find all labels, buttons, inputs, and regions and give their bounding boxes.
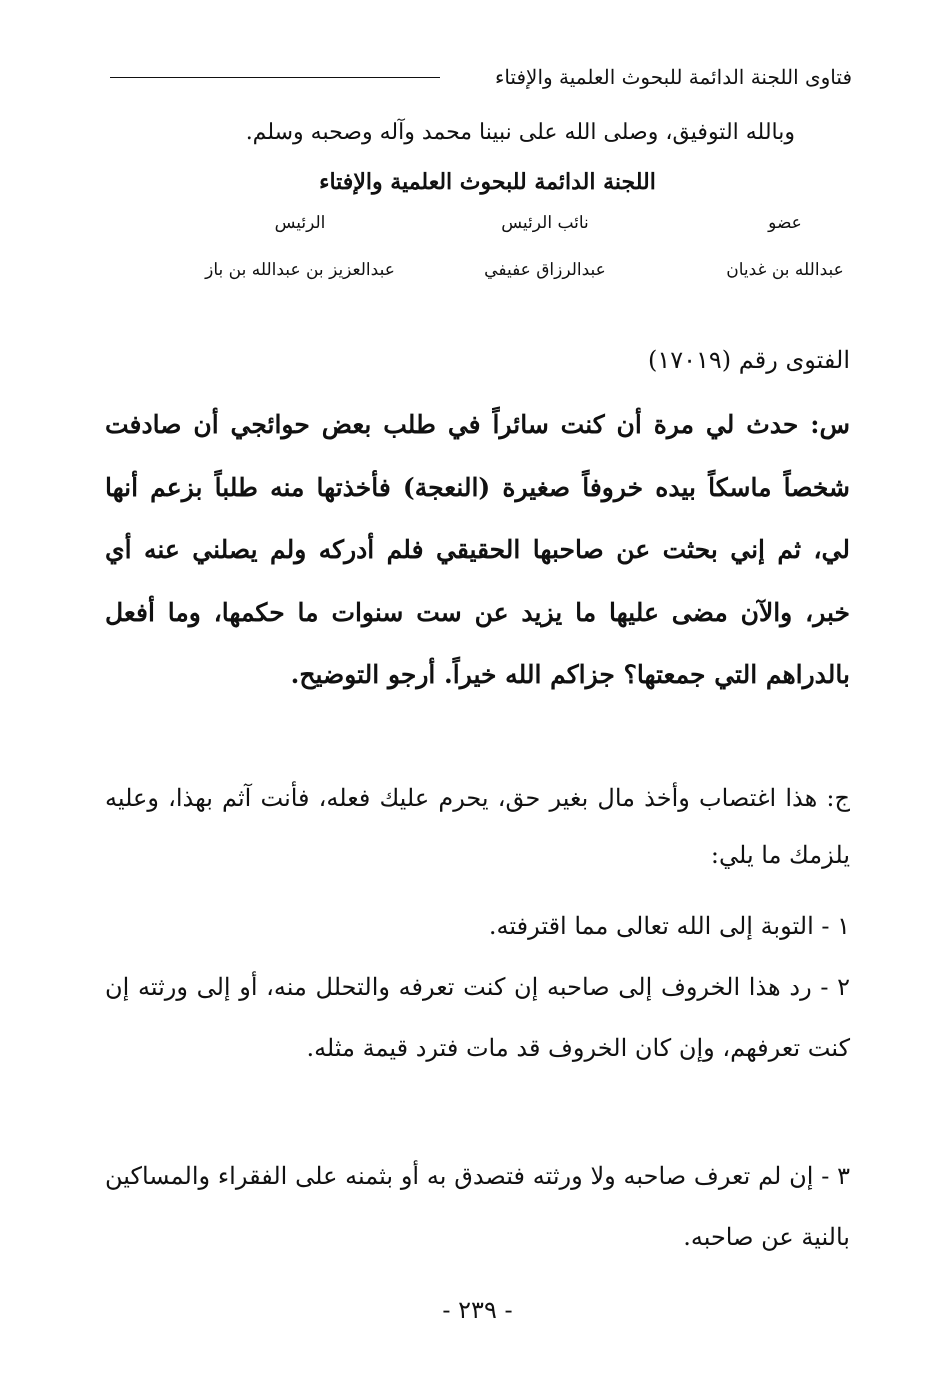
answer-item-2: ٢ - رد هذا الخروف إلى صاحبه إن كنت تعرفه والتحلل منه، أو إلى ورثته إن كنت تعرفهم، وإن كان الخروف قد مات فترد قيمة مثله. xyxy=(105,973,850,1062)
signatory-name-vice-president: عبدالرزاق عفيفي xyxy=(484,260,606,280)
signatory-name-member: عبدالله بن غديان xyxy=(726,260,844,280)
signatory-role-president: الرئيس xyxy=(274,213,326,233)
committee-name: اللجنة الدائمة للبحوث العلمية والإفتاء xyxy=(319,169,656,195)
answer-item-1: ١ - التوبة إلى الله تعالى مما اقترفته. xyxy=(488,912,850,940)
fatwa-number: الفتوى رقم (١٧٠١٩) xyxy=(647,346,850,374)
signatory-name-president: عبدالعزيز بن عبدالله بن باز xyxy=(205,260,395,280)
answer-item-3: ٣ - إن لم تعرف صاحبه ولا ورثته فتصدق به أو بثمنه على الفقراء والمساكين بالنية عن صاحبه. xyxy=(105,1162,850,1251)
header-rule xyxy=(110,77,440,78)
fatwa-answer: ج: هذا اغتصاب وأخذ مال بغير حق، يحرم عليك فعله، فأنت آثم بهذا، وعليه يلزمك ما يلي: xyxy=(105,784,850,869)
fatwa-question: س: حدث لي مرة أن كنت سائراً في طلب بعض حوائجي أن صادفت شخصاً ماسكاً بيده خروفاً صغيرة (النعجة) فأخذتها منه طلباً بزعم أنها لي، ثم إني بحثت عن صاحبها الحقيقي فلم أدركه ولم يصلني عنه أي خبر، والآن مضى عليها ما يزيد عن ست سنوات ما حكمها، وما أفعل بالدراهم التي جمعتها؟ جزاكم الله خيراً. أرجو التوضيح. xyxy=(105,410,850,689)
running-header xyxy=(110,62,852,96)
signatory-role-vice-president: نائب الرئيس xyxy=(501,213,589,233)
signatory-role-member: عضو xyxy=(768,213,802,233)
page-number: - ٢٣٩ - xyxy=(442,1296,513,1324)
running-title: فتاوى اللجنة الدائمة للبحوث العلمية والإفتاء xyxy=(494,65,852,89)
closing-line: وبالله التوفيق، وصلى الله على نبينا محمد وآله وصحبه وسلم. xyxy=(245,120,795,145)
